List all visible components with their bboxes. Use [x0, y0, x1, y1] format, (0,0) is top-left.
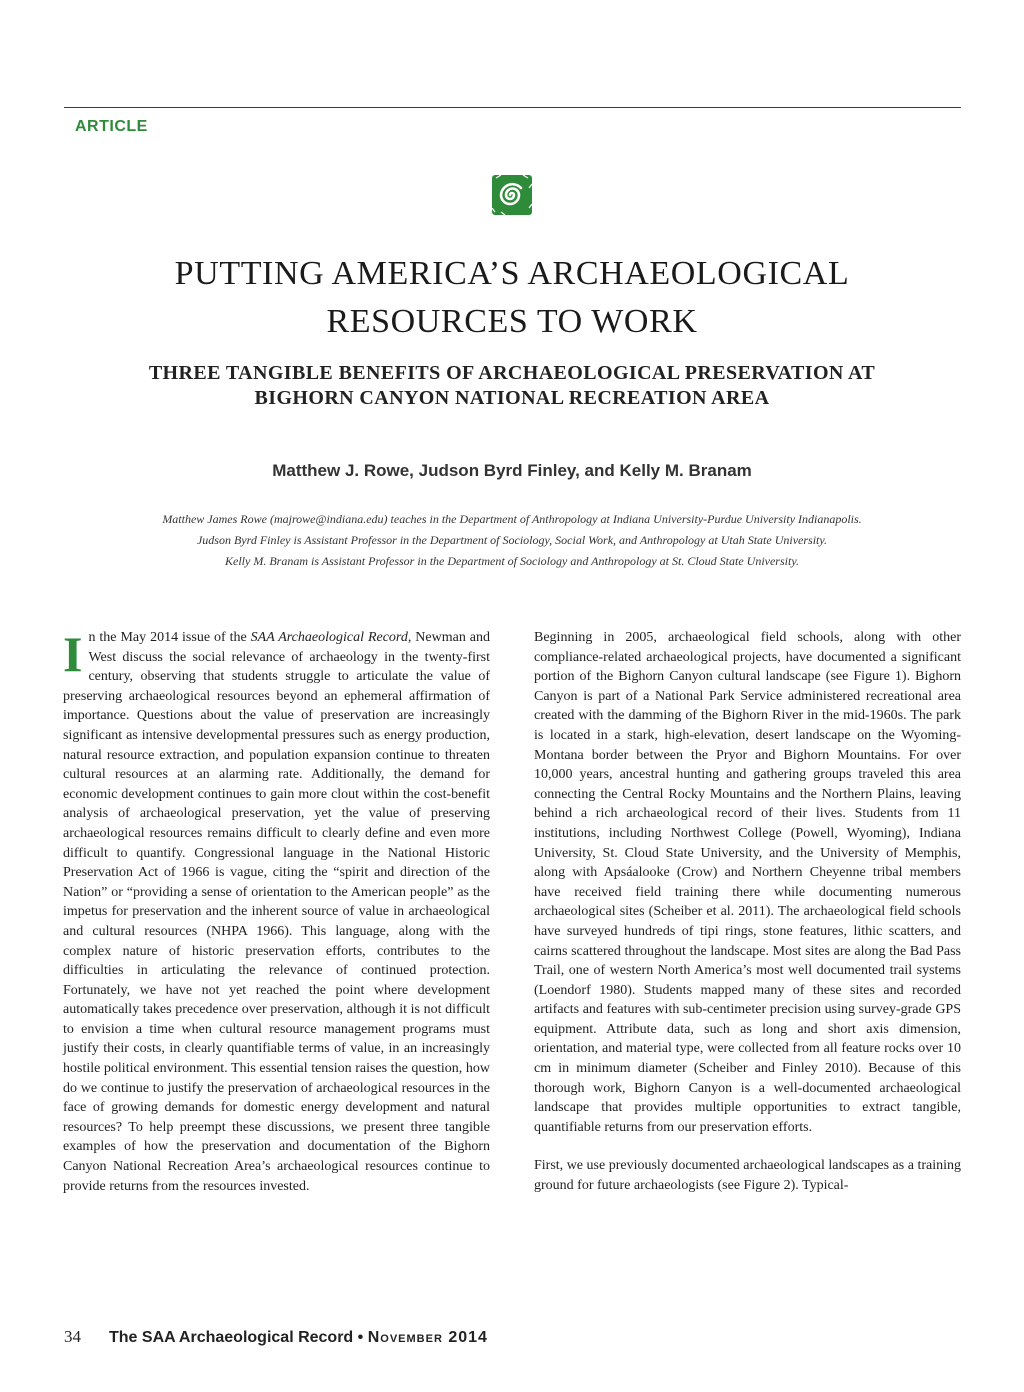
body-column-left	[63, 628, 490, 1196]
top-rule	[64, 107, 961, 108]
spiral-logo-icon	[491, 174, 533, 216]
article-title	[60, 250, 964, 346]
title-line-1: PUTTING AMERICA’S ARCHAEOLOGICAL	[174, 255, 850, 292]
authors: Matthew J. Rowe, Judson Byrd Finley, and Kelly M. Branam	[272, 461, 752, 480]
affiliation-finley: Judson Byrd Finley is Assistant Professor in the Department of Sociology, Social Work, and Anthropology at Utah State University.	[196, 533, 828, 547]
section-label: ARTICLE	[75, 118, 148, 135]
footer-bullet: •	[357, 1329, 364, 1346]
affiliation-branam: Kelly M. Branam is Assistant Professor in the Department of Sociology and Anthropology at St. Cloud State University.	[225, 554, 799, 568]
journal-name: The SAA Archaeological Record	[109, 1329, 354, 1346]
page-footer	[64, 1327, 488, 1347]
journal-reference: SAA Archaeological Record	[250, 630, 408, 645]
affiliation-rowe: Matthew James Rowe (majrowe@indiana.edu) teaches in the Department of Anthropology at Indiana University-Purdue University Indianapolis.	[162, 512, 862, 526]
intro-text-rest: , Newman and West discuss the social relevance of archaeology in the twenty-first century, observing that students struggle to articulate the value of preserving archaeological resources beyond an ephemeral affirmation of importance. Questions about the value of preservation are increasingly significant as intensive developmental pressures such as energy production, natural resource extraction, and population expansion continue to threaten cultural resources at an alarming rate. Additionally, the demand for economic development continues to gain more clout within the cost-benefit analysis of archaeological preservation, yet the value of preserving archaeological resources remains difficult to clearly define and even more difficult to quantify. Congressional language in the National Historic Preservation Act of 1966 is vague, citing the “spirit and direction of the Nation” or “providing a sense of orientation to the American people” as the impetus for preservation and the inherent source of value in archaeological and cultural resources (NHPA 1966). This language, along with the complex nature of historic preservation efforts, contributes to the difficulties in articulating the relevance of continued protection. Fortunately, we have not yet reached the point where development automatically takes precedence over preservation, although it is not difficult to envision a time when cultural resource management programs must justify their costs, in clearly quantifiable terms of value, in an increasingly hostile political environment. This essential tension raises the question, how do we continue to justify the preservation of archaeological resources in the face of growing demands for domestic energy development and natural resources? To help preempt these discussions, we present three tangible examples of how the preservation and documentation of the Bighorn Canyon National Recreation Area’s archaeological resources continue to provide returns from the resources invested.	[63, 630, 491, 1194]
subtitle-line-2: BIGHORN CANYON NATIONAL RECREATION AREA	[254, 387, 770, 409]
paragraph-first-benefit: First, we use previously documented archaeological landscapes as a training ground for future archaeologists (see Figure 2). Typical-	[534, 1158, 961, 1194]
paragraph-field-schools: Beginning in 2005, archaeological field schools, along with other compliance-related archaeological projects, have documented a significant portion of the Bighorn Canyon cultural landscape (see Figure 1). Bighorn Canyon is part of a National Park Service administered recreational area created with the damming of the Bighorn River in the mid-1960s. The park is located in a stark, high-elevation, desert landscape on the Wyoming-Montana border between the Pryor and Bighorn Mountains. For over 10,000 years, ancestral hunting and gathering groups traveled this area connecting the Central Rocky Mountains and the Northern Plains, leaving behind a rich archaeological record of their lives. Students from 11 institutions, including Northwest College (Powell, Wyoming), Indiana University, St. Cloud State University, and the University of Memphis, along with Apsáalooke (Crow) and Northern Cheyenne tribal members have received field training there while documenting numerous archaeological sites (Scheiber et al. 2011). The archaeological field schools have surveyed hundreds of tipi rings, stone features, lithic scatters, and cairns scattered throughout the landscape. Most sites are along the Bad Pass Trail, one of western North America’s most well documented trail systems (Loendorf 1980). Students mapped many of these sites and recorded artifacts and features with sub-centimeter precision using survey-grade GPS equipment. Attribute data, such as long and short axis dimension, orientation, and material type, were collected from all feature rocks over 10 cm in minimum diameter (Scheiber and Finley 2010). Because of this thorough work, Bighorn Canyon is a well-documented archaeological landscape that provides multiple opportunities to extract tangible, quantifiable returns from our preservation efforts.	[534, 630, 961, 1135]
body-column-right	[534, 628, 961, 1196]
drop-cap: I	[63, 626, 83, 682]
title-line-2: RESOURCES TO WORK	[326, 303, 698, 340]
article-subtitle	[60, 361, 964, 411]
issue-date: November 2014	[367, 1329, 488, 1346]
subtitle-line-1: THREE TANGIBLE BENEFITS OF ARCHAEOLOGICAL PRESERVATION AT	[148, 362, 876, 384]
page-number: 34	[64, 1327, 81, 1346]
author-affiliations	[60, 509, 964, 572]
intro-paragraph	[63, 628, 490, 1196]
intro-text: n the May 2014 issue of the	[88, 630, 251, 645]
